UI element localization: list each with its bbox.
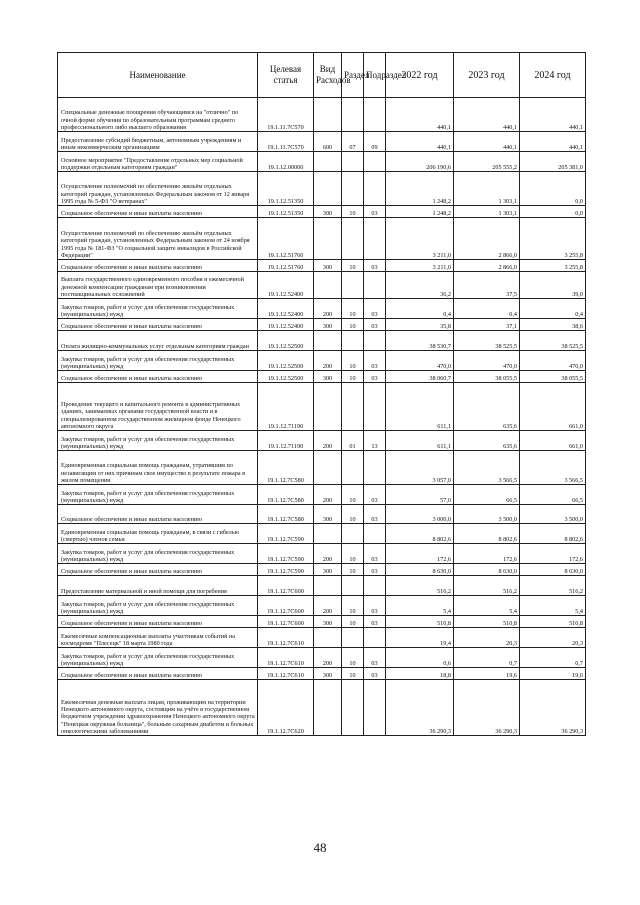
cell-2023: 38 525,5 xyxy=(454,331,520,351)
cell-2023: 2 866,0 xyxy=(454,260,520,272)
cell-2023: 635,6 xyxy=(454,431,520,451)
cell-target-article: 19.1.12.52500 xyxy=(258,371,314,383)
cell-section: 10 xyxy=(342,351,364,371)
cell-section xyxy=(342,451,364,485)
cell-2024: 0,4 xyxy=(520,299,586,319)
cell-expense-kind: 200 xyxy=(314,299,342,319)
table-row xyxy=(58,680,586,736)
cell-2024: 3 500,0 xyxy=(520,505,586,524)
cell-target-article: 19.1.12.7С610 xyxy=(258,668,314,680)
cell-2023: 36 290,3 xyxy=(454,680,520,736)
table-row xyxy=(58,299,586,319)
cell-expense-kind: 200 xyxy=(314,351,342,371)
cell-2024: 510,8 xyxy=(520,616,586,628)
header-section: Раздел xyxy=(342,53,364,98)
cell-subsection: 03 xyxy=(364,485,386,505)
cell-section: 10 xyxy=(342,206,364,218)
table-row xyxy=(58,451,586,485)
cell-2023: 1 303,1 xyxy=(454,206,520,218)
table-row xyxy=(58,431,586,451)
table-row xyxy=(58,206,586,218)
cell-2024: 66,5 xyxy=(520,485,586,505)
cell-expense-kind: 300 xyxy=(314,371,342,383)
table-row xyxy=(58,576,586,596)
cell-target-article: 19.1.12.7С600 xyxy=(258,616,314,628)
cell-target-article: 19.1.12.52400 xyxy=(258,299,314,319)
cell-expense-kind xyxy=(314,680,342,736)
cell-section: 10 xyxy=(342,260,364,272)
cell-name: Осуществление полномочий по обеспечению жильём отдельных категорий граждан, установленных Федеральным законом от 12 января 1995 года № 5-ФЗ "О ветеранах" xyxy=(58,172,258,206)
cell-name: Единовременная социальная помощь гражданам, в связи с гибелью (смертью) членов семьи xyxy=(58,524,258,544)
cell-target-article: 19.1.11.7С570 xyxy=(258,132,314,152)
cell-expense-kind: 200 xyxy=(314,544,342,564)
cell-2024: 470,0 xyxy=(520,351,586,371)
cell-target-article: 19.1.12.52500 xyxy=(258,351,314,371)
table-row xyxy=(58,172,586,206)
cell-section: 10 xyxy=(342,668,364,680)
budget-table xyxy=(57,52,586,736)
cell-2024: 0,0 xyxy=(520,172,586,206)
cell-2023: 510,8 xyxy=(454,616,520,628)
cell-target-article: 19.1.12.52500 xyxy=(258,331,314,351)
cell-2024: 38,6 xyxy=(520,319,586,331)
cell-2022: 3 000,0 xyxy=(386,505,454,524)
cell-subsection: 03 xyxy=(364,260,386,272)
cell-expense-kind: 300 xyxy=(314,668,342,680)
cell-section: 10 xyxy=(342,371,364,383)
cell-expense-kind xyxy=(314,272,342,299)
header-2023: 2023 год xyxy=(454,53,520,98)
cell-subsection xyxy=(364,451,386,485)
cell-expense-kind: 200 xyxy=(314,648,342,668)
cell-subsection: 03 xyxy=(364,668,386,680)
cell-2022: 8 630,0 xyxy=(386,564,454,576)
cell-name: Закупка товаров, работ и услуг для обеспечения государственных (муниципальных) нужд xyxy=(58,485,258,505)
cell-section xyxy=(342,383,364,431)
cell-2022: 38 060,7 xyxy=(386,371,454,383)
cell-section xyxy=(342,331,364,351)
cell-target-article: 19.1.12.51760 xyxy=(258,218,314,260)
cell-2022: 36,2 xyxy=(386,272,454,299)
cell-section xyxy=(342,628,364,648)
cell-2023: 440,1 xyxy=(454,132,520,152)
cell-target-article: 19.1.12.7С600 xyxy=(258,596,314,616)
cell-name: Социальное обеспечение и иные выплаты населению xyxy=(58,668,258,680)
cell-target-article: 19.1.12.51760 xyxy=(258,260,314,272)
cell-2024: 3 255,8 xyxy=(520,218,586,260)
cell-name: Закупка товаров, работ и услуг для обеспечения государственных (муниципальных) нужд xyxy=(58,299,258,319)
cell-2024: 440,1 xyxy=(520,132,586,152)
cell-2024: 205 381,0 xyxy=(520,152,586,172)
cell-expense-kind: 200 xyxy=(314,431,342,451)
cell-2024: 3 255,8 xyxy=(520,260,586,272)
cell-2024: 661,0 xyxy=(520,383,586,431)
cell-2022: 18,8 xyxy=(386,668,454,680)
cell-name: Социальное обеспечение и иные выплаты населению xyxy=(58,319,258,331)
cell-subsection xyxy=(364,152,386,172)
cell-2023: 5,4 xyxy=(454,596,520,616)
cell-expense-kind xyxy=(314,576,342,596)
cell-2024: 19,6 xyxy=(520,668,586,680)
cell-2022: 36 290,3 xyxy=(386,680,454,736)
cell-name: Специальные денежные поощрения обучающимся на "отлично" по очной форме обучения по образовательным программам среднего профессионального либо высшего образования xyxy=(58,98,258,132)
cell-subsection: 09 xyxy=(364,132,386,152)
cell-expense-kind: 200 xyxy=(314,596,342,616)
table-row xyxy=(58,351,586,371)
cell-name: Единовременная социальная помощь гражданам, утратившим по независящим от них причинам свое имущество в результате пожара в жилом помещении xyxy=(58,451,258,485)
cell-name: Закупка товаров, работ и услуг для обеспечения государственных (муниципальных) нужд xyxy=(58,648,258,668)
cell-target-article: 19.1.12.7С580 xyxy=(258,505,314,524)
cell-section: 10 xyxy=(342,505,364,524)
cell-subsection xyxy=(364,272,386,299)
cell-subsection: 03 xyxy=(364,616,386,628)
cell-2023: 516,2 xyxy=(454,576,520,596)
table-row xyxy=(58,132,586,152)
cell-section: 07 xyxy=(342,132,364,152)
table-body xyxy=(58,98,586,736)
cell-2023: 19,6 xyxy=(454,668,520,680)
cell-target-article: 19.1.12.00000 xyxy=(258,152,314,172)
cell-2024: 8 802,6 xyxy=(520,524,586,544)
cell-section: 10 xyxy=(342,596,364,616)
cell-target-article: 19.1.12.7С590 xyxy=(258,544,314,564)
cell-2022: 1 248,2 xyxy=(386,172,454,206)
cell-expense-kind: 300 xyxy=(314,505,342,524)
cell-2024: 661,0 xyxy=(520,431,586,451)
cell-subsection: 13 xyxy=(364,431,386,451)
cell-expense-kind xyxy=(314,524,342,544)
cell-2022: 440,1 xyxy=(386,132,454,152)
cell-target-article: 19.1.12.7С590 xyxy=(258,524,314,544)
cell-2022: 3 057,0 xyxy=(386,451,454,485)
cell-2024: 3 566,5 xyxy=(520,451,586,485)
table-row xyxy=(58,544,586,564)
cell-expense-kind xyxy=(314,451,342,485)
cell-2024: 38 525,5 xyxy=(520,331,586,351)
cell-2022: 1 248,2 xyxy=(386,206,454,218)
cell-2022: 35,8 xyxy=(386,319,454,331)
cell-2023: 635,6 xyxy=(454,383,520,431)
cell-section xyxy=(342,680,364,736)
cell-2024: 172,6 xyxy=(520,544,586,564)
cell-name: Социальное обеспечение и иные выплаты населению xyxy=(58,564,258,576)
cell-section xyxy=(342,576,364,596)
cell-section xyxy=(342,152,364,172)
cell-subsection xyxy=(364,628,386,648)
cell-expense-kind xyxy=(314,152,342,172)
cell-subsection: 03 xyxy=(364,544,386,564)
cell-2022: 470,0 xyxy=(386,351,454,371)
cell-section: 10 xyxy=(342,648,364,668)
cell-subsection: 03 xyxy=(364,319,386,331)
cell-section: 10 xyxy=(342,299,364,319)
cell-2022: 440,1 xyxy=(386,98,454,132)
cell-2023: 1 303,1 xyxy=(454,172,520,206)
cell-2024: 38 055,5 xyxy=(520,371,586,383)
cell-name: Закупка товаров, работ и услуг для обеспечения государственных (муниципальных) нужд xyxy=(58,351,258,371)
cell-name: Социальное обеспечение и иные выплаты населению xyxy=(58,616,258,628)
cell-2024: 516,2 xyxy=(520,576,586,596)
cell-2023: 37,5 xyxy=(454,272,520,299)
table-row xyxy=(58,383,586,431)
cell-expense-kind: 300 xyxy=(314,564,342,576)
table-header-row xyxy=(58,53,586,98)
cell-section: 10 xyxy=(342,616,364,628)
cell-section xyxy=(342,272,364,299)
table-row xyxy=(58,152,586,172)
table-row xyxy=(58,668,586,680)
cell-target-article: 19.1.12.7С580 xyxy=(258,485,314,505)
cell-name: Основное мероприятие "Предоставление отдельных мер социальной поддержки отдельным категориям граждан" xyxy=(58,152,258,172)
cell-name: Закупка товаров, работ и услуг для обеспечения государственных (муниципальных) нужд xyxy=(58,544,258,564)
cell-section xyxy=(342,524,364,544)
table-row xyxy=(58,485,586,505)
cell-expense-kind: 300 xyxy=(314,616,342,628)
cell-expense-kind xyxy=(314,98,342,132)
cell-2022: 38 530,7 xyxy=(386,331,454,351)
cell-subsection xyxy=(364,576,386,596)
cell-2022: 611,1 xyxy=(386,383,454,431)
cell-target-article: 19.1.12.71190 xyxy=(258,431,314,451)
cell-2023: 470,0 xyxy=(454,351,520,371)
cell-name: Проведение текущего и капитального ремонта в административных зданиях, занимаемых органами государственной власти и в специализированном государственном жилищном фонде Ненецкого автономного округа xyxy=(58,383,258,431)
cell-2023: 440,1 xyxy=(454,98,520,132)
cell-2023: 66,5 xyxy=(454,485,520,505)
table-row xyxy=(58,319,586,331)
cell-2023: 3 500,0 xyxy=(454,505,520,524)
cell-subsection: 03 xyxy=(364,596,386,616)
cell-name: Предоставление субсидий бюджетным, автономным учреждениям и иным некоммерческим организациям xyxy=(58,132,258,152)
cell-target-article: 19.1.12.7С610 xyxy=(258,648,314,668)
cell-2022: 0,6 xyxy=(386,648,454,668)
table-row xyxy=(58,98,586,132)
cell-section: 01 xyxy=(342,431,364,451)
header-2022: 2022 год xyxy=(386,53,454,98)
cell-2023: 0,4 xyxy=(454,299,520,319)
cell-2023: 38 055,5 xyxy=(454,371,520,383)
cell-expense-kind: 300 xyxy=(314,319,342,331)
cell-name: Предоставление материальной и иной помощи для погребения xyxy=(58,576,258,596)
cell-name: Ежемесячная денежная выплата лицам, проживающим на территории Ненецкого автономного округа, состоящим на учёте в государственном бюджетном учреждении здравоохранения Ненецкого автономного округа "Ненецкая окружная больница", больным сахарным диабетом и больных онкологическими заболеваниями xyxy=(58,680,258,736)
table-row xyxy=(58,272,586,299)
page-number: 48 xyxy=(313,840,327,855)
cell-2024: 8 630,0 xyxy=(520,564,586,576)
cell-subsection xyxy=(364,383,386,431)
cell-2022: 510,8 xyxy=(386,616,454,628)
cell-2024: 0,0 xyxy=(520,206,586,218)
table-row xyxy=(58,596,586,616)
table-row xyxy=(58,371,586,383)
cell-2022: 206 190,6 xyxy=(386,152,454,172)
cell-subsection: 03 xyxy=(364,505,386,524)
header-name: Наименование xyxy=(58,53,258,98)
cell-2023: 3 566,5 xyxy=(454,451,520,485)
cell-subsection: 03 xyxy=(364,299,386,319)
cell-2023: 8 802,6 xyxy=(454,524,520,544)
table-row xyxy=(58,524,586,544)
cell-2023: 37,1 xyxy=(454,319,520,331)
cell-name: Закупка товаров, работ и услуг для обеспечения государственных (муниципальных) нужд xyxy=(58,596,258,616)
cell-target-article: 19.1.11.7С570 xyxy=(258,98,314,132)
cell-subsection xyxy=(364,172,386,206)
cell-target-article: 19.1.12.7С600 xyxy=(258,576,314,596)
cell-2023: 20,3 xyxy=(454,628,520,648)
cell-expense-kind xyxy=(314,383,342,431)
cell-2023: 8 630,0 xyxy=(454,564,520,576)
cell-name: Социальное обеспечение и иные выплаты населению xyxy=(58,260,258,272)
table-row xyxy=(58,628,586,648)
cell-2024: 440,1 xyxy=(520,98,586,132)
cell-2024: 36 290,3 xyxy=(520,680,586,736)
cell-2022: 172,6 xyxy=(386,544,454,564)
cell-expense-kind: 600 xyxy=(314,132,342,152)
cell-expense-kind: 200 xyxy=(314,485,342,505)
cell-target-article: 19.1.12.7С590 xyxy=(258,564,314,576)
cell-subsection: 03 xyxy=(364,351,386,371)
cell-2024: 39,0 xyxy=(520,272,586,299)
cell-section: 10 xyxy=(342,485,364,505)
cell-2023: 0,7 xyxy=(454,648,520,668)
cell-2022: 3 211,0 xyxy=(386,218,454,260)
cell-2024: 5,4 xyxy=(520,596,586,616)
cell-target-article: 19.1.12.51350 xyxy=(258,206,314,218)
cell-subsection: 03 xyxy=(364,564,386,576)
cell-2022: 516,2 xyxy=(386,576,454,596)
cell-target-article: 19.1.12.71190 xyxy=(258,383,314,431)
cell-2022: 5,4 xyxy=(386,596,454,616)
cell-2022: 611,1 xyxy=(386,431,454,451)
cell-2022: 57,0 xyxy=(386,485,454,505)
cell-name: Закупка товаров, работ и услуг для обеспечения государственных (муниципальных) нужд xyxy=(58,431,258,451)
cell-2023: 172,6 xyxy=(454,544,520,564)
cell-expense-kind xyxy=(314,628,342,648)
table-row xyxy=(58,616,586,628)
header-article: Целевая статья xyxy=(258,53,314,98)
cell-name: Выплата государственного единовременного пособия и ежемесячной денежной компенсации гражданам при возникновении поствакцинальных осложнений xyxy=(58,272,258,299)
cell-2022: 3 211,0 xyxy=(386,260,454,272)
cell-subsection xyxy=(364,98,386,132)
header-subsection: Подраздел xyxy=(364,53,386,98)
cell-subsection xyxy=(364,218,386,260)
cell-subsection xyxy=(364,680,386,736)
cell-subsection: 03 xyxy=(364,648,386,668)
cell-target-article: 19.1.12.7С580 xyxy=(258,451,314,485)
cell-2022: 0,4 xyxy=(386,299,454,319)
cell-target-article: 19.1.12.7С610 xyxy=(258,628,314,648)
cell-expense-kind xyxy=(314,331,342,351)
cell-target-article: 19.1.12.51350 xyxy=(258,172,314,206)
cell-target-article: 19.1.12.52400 xyxy=(258,272,314,299)
cell-name: Социальное обеспечение и иные выплаты населению xyxy=(58,206,258,218)
cell-2022: 19,4 xyxy=(386,628,454,648)
cell-section: 10 xyxy=(342,544,364,564)
cell-section: 10 xyxy=(342,564,364,576)
cell-target-article: 19.1.12.52400 xyxy=(258,319,314,331)
cell-section xyxy=(342,218,364,260)
cell-target-article: 19.1.12.7С620 xyxy=(258,680,314,736)
budget-table-sheet xyxy=(57,52,585,736)
cell-name: Оплата жилищно-коммунальных услуг отдельным категориям граждан xyxy=(58,331,258,351)
table-row xyxy=(58,331,586,351)
table-row xyxy=(58,218,586,260)
header-2024: 2024 год xyxy=(520,53,586,98)
cell-2023: 2 866,0 xyxy=(454,218,520,260)
header-kind: Вид Расходов xyxy=(314,53,342,98)
cell-expense-kind: 300 xyxy=(314,206,342,218)
cell-name: Осуществление полномочий по обеспечению жильём отдельных категорий граждан, установленных Федеральным законом от 24 ноября 1995 года № 181-ФЗ "О социальной защите инвалидов в Российской Федерации" xyxy=(58,218,258,260)
cell-subsection: 03 xyxy=(364,206,386,218)
table-row xyxy=(58,648,586,668)
cell-section xyxy=(342,172,364,206)
cell-2024: 0,7 xyxy=(520,648,586,668)
cell-2023: 205 555,2 xyxy=(454,152,520,172)
table-row xyxy=(58,260,586,272)
cell-2022: 8 802,6 xyxy=(386,524,454,544)
cell-subsection xyxy=(364,331,386,351)
cell-subsection xyxy=(364,524,386,544)
cell-name: Социальное обеспечение и иные выплаты населению xyxy=(58,505,258,524)
cell-expense-kind xyxy=(314,218,342,260)
cell-name: Социальное обеспечение и иные выплаты населению xyxy=(58,371,258,383)
cell-2024: 20,3 xyxy=(520,628,586,648)
cell-section xyxy=(342,98,364,132)
cell-name: Ежемесячные компенсационные выплаты участникам событий на космодроме "Плесецк" 18 марта 1980 года xyxy=(58,628,258,648)
table-row xyxy=(58,505,586,524)
cell-subsection: 03 xyxy=(364,371,386,383)
cell-expense-kind: 300 xyxy=(314,260,342,272)
cell-expense-kind xyxy=(314,172,342,206)
table-row xyxy=(58,564,586,576)
cell-section: 10 xyxy=(342,319,364,331)
